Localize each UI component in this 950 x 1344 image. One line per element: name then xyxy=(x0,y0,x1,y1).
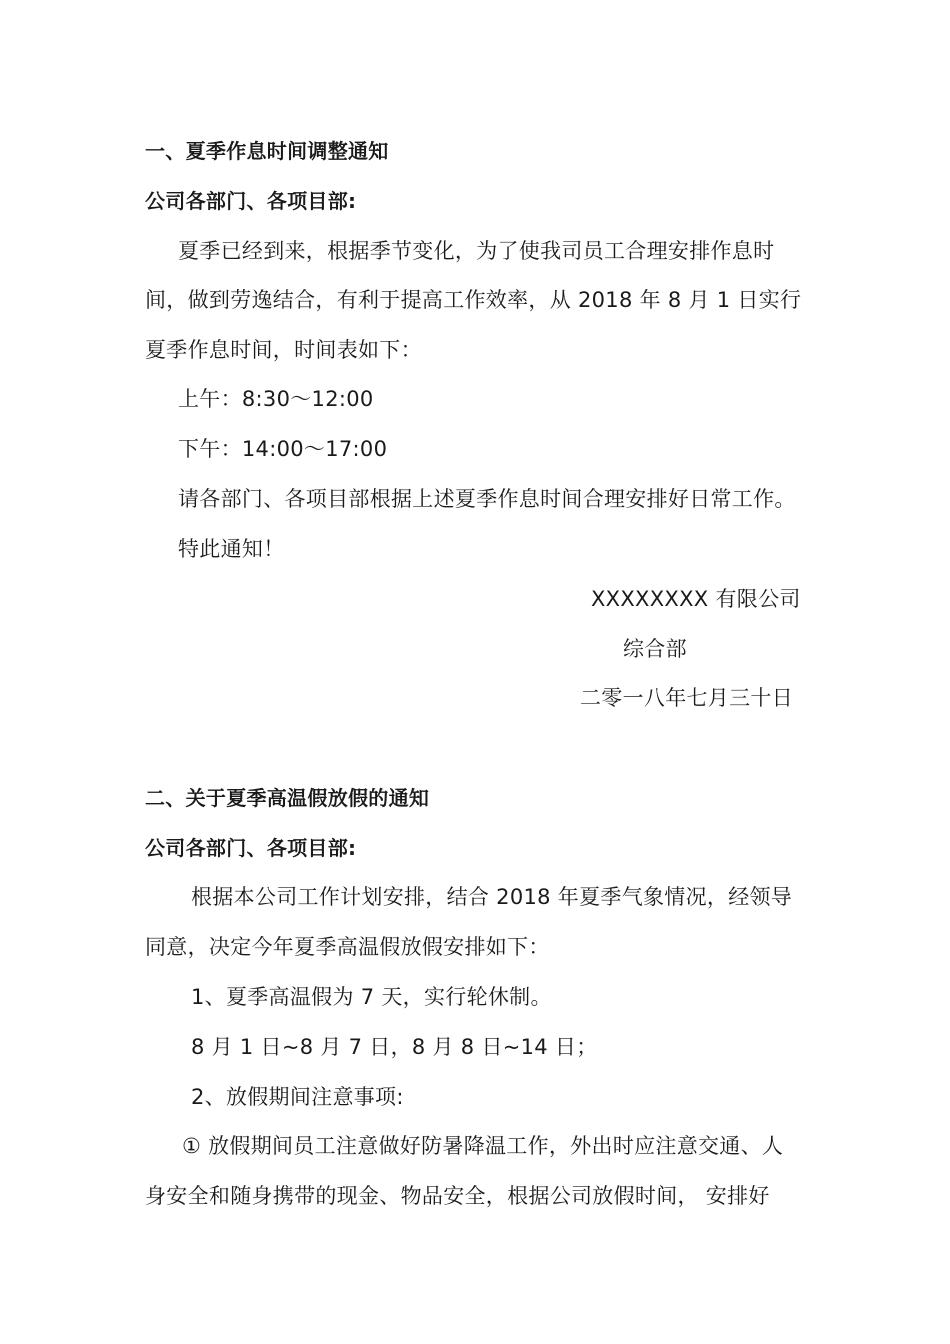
section1-body-line1: 夏季已经到来，根据季节变化，为了使我司员工合理安排作息时 xyxy=(178,239,775,263)
section1-body-line3: 夏季作息时间，时间表如下： xyxy=(145,338,422,362)
section1-salutation: 公司各部门、各项目部: xyxy=(145,189,357,213)
afternoon-schedule: 下午：14:00～17:00 xyxy=(178,437,388,461)
section1-closing: 特此通知！ xyxy=(178,537,285,561)
section1-title: 一、夏季作息时间调整通知 xyxy=(145,139,389,163)
section2-item1: 1、夏季高温假为 7 天，实行轮休制。 xyxy=(191,985,552,1009)
section2-title: 二、关于夏季高温假放假的通知 xyxy=(145,786,430,810)
section2-note1-line2: 身安全和随身携带的现金、物品安全，根据公司放假时间， 安排好 xyxy=(145,1184,770,1208)
section2-body-line2: 同意，决定今年夏季高温假放假安排如下： xyxy=(145,935,550,959)
section2-body-line1: 根据本公司工作计划安排，结合 2018 年夏季气象情况，经领导 xyxy=(191,885,793,909)
section2-salutation: 公司各部门、各项目部: xyxy=(145,836,357,860)
section2-note1-line1: ① 放假期间员工注意做好防暑降温工作，外出时应注意交通、人 xyxy=(182,1134,784,1158)
section1-body-line2: 间，做到劳逸结合，有利于提高工作效率，从 2018 年 8 月 1 日实行 xyxy=(145,288,802,312)
morning-schedule: 上午：8:30～12:00 xyxy=(178,387,374,411)
section1-request: 请各部门、各项目部根据上述夏季作息时间合理安排好日常工作。 xyxy=(178,487,796,511)
signature-date: 二零一八年七月三十日 xyxy=(580,686,793,710)
signature-company: XXXXXXXX 有限公司 xyxy=(591,587,801,611)
section2-item2: 2、放假期间注意事项: xyxy=(191,1085,404,1109)
signature-department: 综合部 xyxy=(623,637,687,661)
section2-item1-dates: 8 月 1 日~8 月 7 日，8 月 8 日~14 日； xyxy=(191,1035,598,1059)
